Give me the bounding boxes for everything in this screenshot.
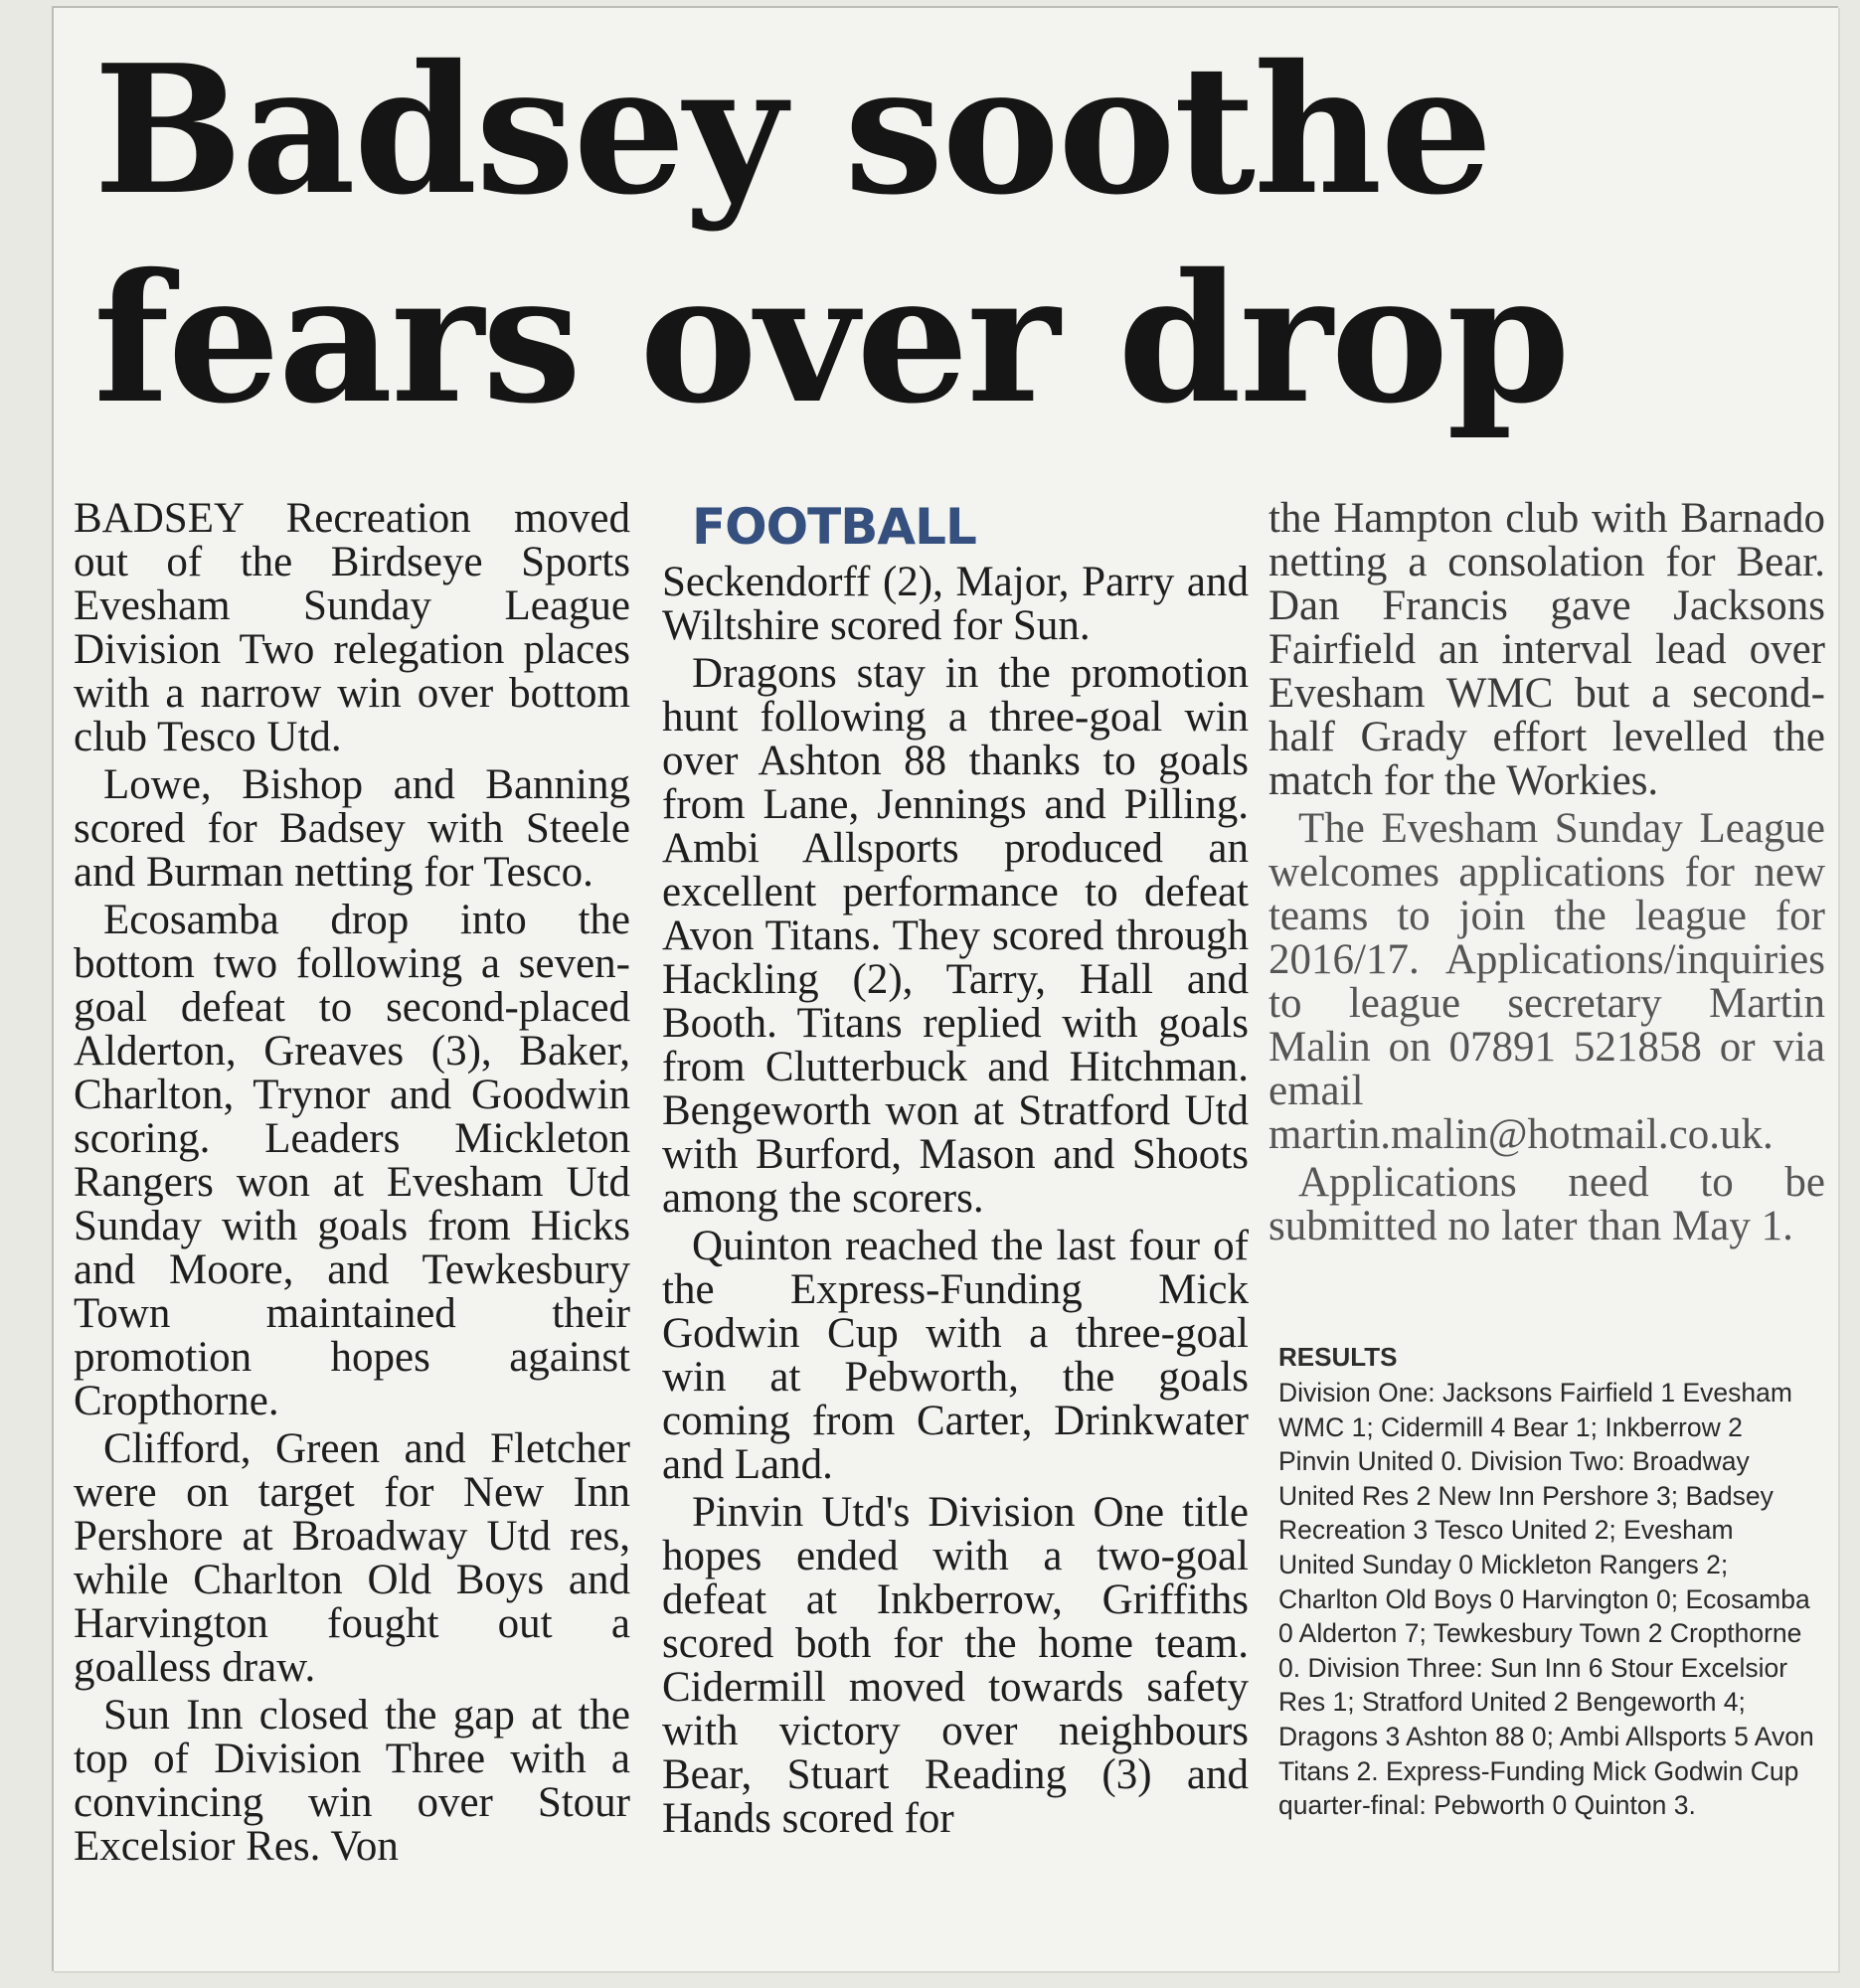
column-3 — [1268, 497, 1825, 1252]
paragraph: Lowe, Bishop and Banning scored for Badsey with Steele and Burman netting for Tesco. — [74, 761, 630, 896]
newspaper-clipping — [52, 6, 1838, 1971]
paragraph: Sun Inn closed the gap at the top of Division Three with a convincing win over Stour Excelsior Res. Von — [74, 1692, 630, 1870]
column-1 — [74, 497, 630, 1873]
headline-line-2: fears over drop — [93, 235, 1569, 442]
headline-line-1: Badsey soothe — [93, 26, 1491, 234]
paragraph: Quinton reached the last four of the Express-Funding Mick Godwin Cup with a three-goal win at Pebworth, the goals coming from Carter, Drinkwater and Land. — [662, 1223, 1249, 1488]
paragraph: Pinvin Utd's Division One title hopes ended with a two-goal defeat at Inkberrow, Griffiths scored both for the home team. Cidermill moved towards safety with victory over neighbours Bear, Stuart Reading (3) and Hands scored for — [662, 1489, 1249, 1842]
paragraph: Ecosamba drop into the bottom two following a seven-goal defeat to second-placed Alderton, Greaves (3), Baker, Charlton, Trynor and Goodwin scoring. Leaders Mickleton Rangers won at Evesham Utd Sunday with goals from Hicks and Moore, and Tewkesbury Town maintained their promotion hopes against Cropthorne. — [74, 897, 630, 1424]
paragraph: Seckendorff (2), Major, Parry and Wiltshire scored for Sun. — [662, 559, 1249, 649]
paragraph: Dragons stay in the promotion hunt following a three-goal win over Ashton 88 thanks to goals from Lane, Jennings and Pilling. Ambi Allsports produced an excellent performance to defeat Avon Titans. They scored through Hackling (2), Tarry, Hall and Booth. Titans replied with goals from Clutterbuck and Hitchman. Bengeworth won at Stratford Utd with Burford, Mason and Shoots among the scorers. — [662, 650, 1249, 1222]
column-2 — [662, 497, 1249, 1845]
paragraph: Applications need to be submitted no later than May 1. — [1268, 1159, 1825, 1249]
paragraph: The Evesham Sunday League welcomes applications for new teams to join the league for 2016/17. Applications/inquiries to league secretary Martin Malin on 07891 521858 or via email martin.malin@hotmail.co.uk. — [1268, 805, 1825, 1158]
results-box — [1278, 1340, 1815, 1823]
paragraph: BADSEY Recreation moved out of the Birdseye Sports Evesham Sunday League Division Two relegation places with a narrow win over bottom club Tesco Utd. — [74, 495, 630, 760]
headline — [93, 26, 1823, 443]
results-title: RESULTS — [1278, 1342, 1398, 1372]
section-label: FOOTBALL — [692, 498, 976, 556]
paragraph: Clifford, Green and Fletcher were on target for New Inn Pershore at Broadway Utd res, while Charlton Old Boys and Harvington fought out a goalless draw. — [74, 1425, 630, 1691]
paragraph: the Hampton club with Barnado netting a consolation for Bear. Dan Francis gave Jacksons Fairfield an interval lead over Evesham WMC but a second-half Grady effort levelled the match for the Workies. — [1268, 495, 1825, 804]
results-text: Division One: Jacksons Fairfield 1 Evesham WMC 1; Cidermill 4 Bear 1; Inkberrow 2 Pinvin United 0. Division Two: Broadway United Res 2 New Inn Pershore 3; Badsey Recreation 3 Tesco United 2; Evesham United Sunday 0 Mickleton Rangers 2; Charlton Old Boys 0 Harvington 0; Ecosamba 0 Alderton 7; Tewkesbury Town 2 Cropthorne 0. Division Three: Sun Inn 6 Stour Excelsior Res 1; Stratford United 2 Bengeworth 4; Dragons 3 Ashton 88 0; Ambi Allsports 5 Avon Titans 2. Express-Funding Mick Godwin Cup quarter-final: Pebworth 0 Quinton 3. — [1278, 1378, 1814, 1821]
